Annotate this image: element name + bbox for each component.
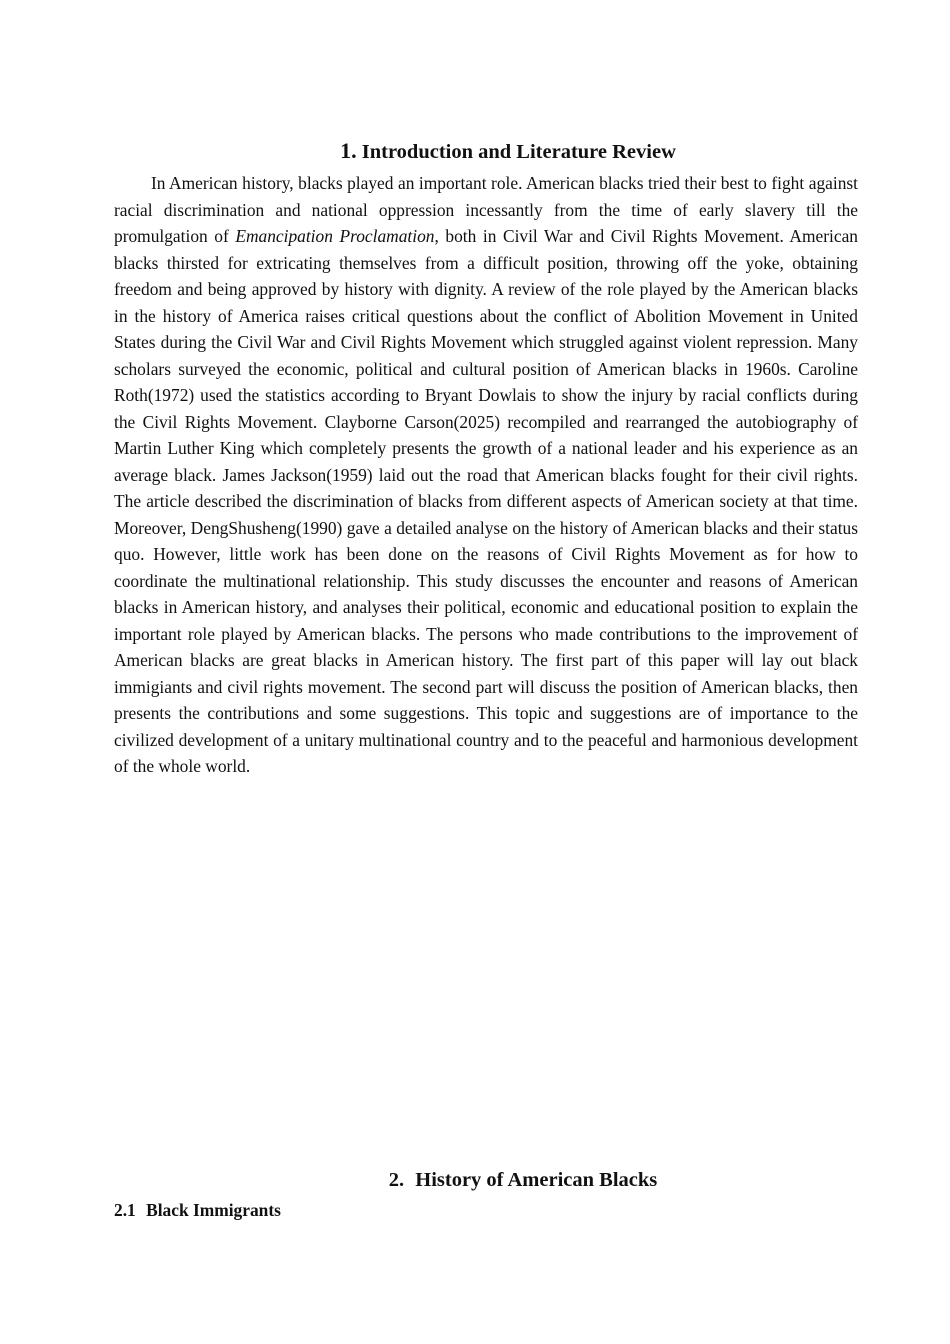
section-1-title: Introduction and Literature Review — [361, 141, 676, 163]
subsection-2-1-title: Black Immigrants — [146, 1200, 281, 1220]
section-2-title: History of American Blacks — [415, 1169, 658, 1191]
introduction-paragraph — [114, 170, 858, 780]
subsection-2-1-heading — [114, 1198, 281, 1222]
paragraph-text-start: In American history, blacks played an important role. American blacks tried their best to fight against racial discrimination and national oppression incessantly from the time of early slavery till the promulgation of — [114, 173, 858, 246]
emancipation-proclamation-title: Emancipation Proclamation — [235, 226, 435, 246]
paragraph-text-end: , both in Civil War and Civil Rights Movement. American blacks thirsted for extricating themselves from a difficult position, throwing off the yoke, obtaining freedom and being approved by history with dignity. A review of the role played by the American blacks in the history of America raises critical questions about the conflict of Abolition Movement in United States during the Civil War and Civil Rights Movement which struggled against violent repression. Many scholars surveyed the economic, political and cultural position of American blacks in 1960s. Caroline Roth(1972) used the statistics according to Bryant Dowlais to show the injury by racial conflicts during the Civil Rights Movement. Clayborne Carson(2025) recompiled and rearranged the autobiography of Martin Luther King which completely presents the growth of a national leader and his experience as an average black. James Jackson(1959) laid out the road that American blacks fought for their civil rights. The article described the discrimination of blacks from different aspects of American society at that time. Moreover, DengShusheng(1990) gave a detailed analyse on the history of American blacks and their status quo. However, little work has been done on the reasons of Civil Rights Movement as for how to coordinate the multinational relationship. This study discusses the encounter and reasons of American blacks in American history, and analyses their political, economic and educational position to explain the important role played by American blacks. The persons who made contributions to the improvement of American blacks are great blacks in American history. The first part of this paper will lay out black immigiants and civil rights movement. The second part will discuss the position of American blacks, then presents the contributions and some suggestions. This topic and suggestions are of importance to the civilized development of a unitary multinational country and to the peaceful and harmonious development of the whole world. — [114, 226, 858, 776]
subsection-2-1-number: 2.1 — [114, 1200, 136, 1220]
section-1-number: 1. — [340, 138, 357, 163]
section-2-number: 2. — [388, 1169, 405, 1191]
section-1-heading — [0, 138, 950, 165]
section-2-heading — [0, 1167, 950, 1193]
